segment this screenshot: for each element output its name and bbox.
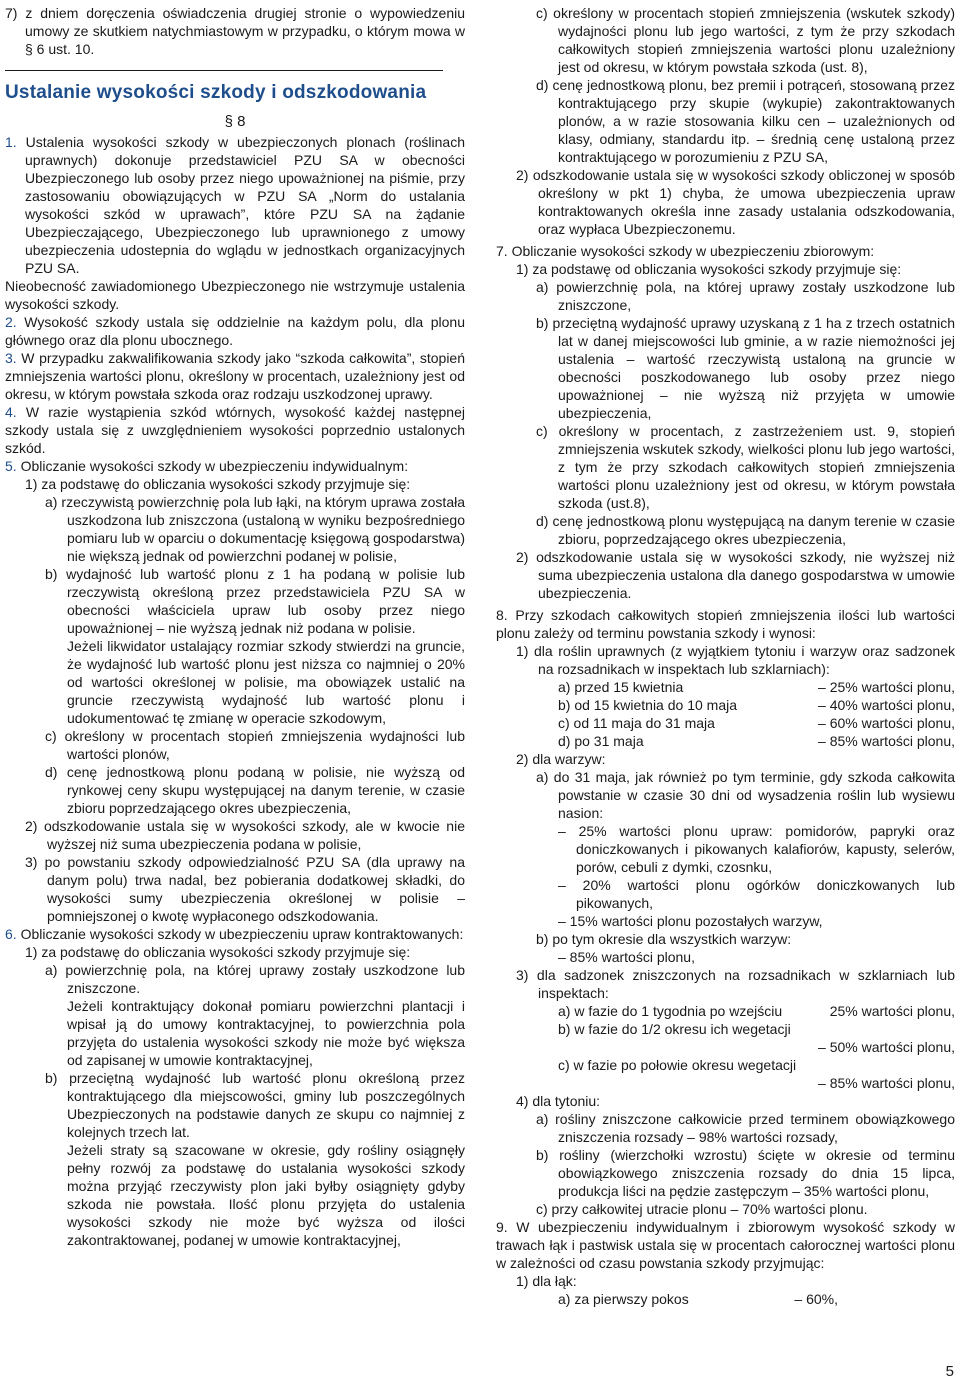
list-item: 1) za podstawę od obliczania wysokości szkody przyjmuje się: (516, 261, 902, 277)
list-item-note: Jeżeli kontraktujący dokonał pomiaru powierzchni plantacji i wpisał ją do umowy kontraktacyjnej, to powierzchnia pola przyjęta do ustalenia wysokości szkody nie może być większa od zapisanej w umowie kontraktacyjnej, (67, 998, 465, 1068)
divider (5, 70, 443, 71)
table-row: b) w fazie do 1/2 okresu ich wegetacji (558, 1021, 791, 1037)
paragraph-1: 1. Ustalenia wysokości szkody w ubezpieczonych plonach (roślinach uprawnych) dokonuje przedstawiciel PZU SA w obecności Ubezpieczonego lub osoby przez niego upoważnionej na piśmie, przy zastosowaniu obowiązujących w PZU SA „Norm do ustalania wysokości szkód w uprawach”, które PZU SA na żądanie Ubezpieczającego, Ubezpieczonego lub uprawnionego z umowy ubezpieczenia udostepnia do wglądu w jednostkach organizacyjnych PZU SA. (5, 134, 465, 276)
list-item-note: Jeżeli straty są szacowane w okresie, gdy rośliny osiągnęły pełny rozwój za podstawę do ustalania wysokości szkody można przyjąć rzeczywisty plon jaki byłby osiągnięty gdyby szkoda nie powstała. Ilość plonu przyjęta do ustalenia wysokości szkody nie może być wyższa od ilości zakontraktowanej, podanej w umowie kontraktacyjnej, (67, 1142, 465, 1248)
paragraph-7: 7. Obliczanie wysokości szkody w ubezpieczeniu zbiorowym: (496, 243, 875, 259)
table-row: d) po 31 maja – 85% wartości plonu, (558, 733, 955, 749)
left-column (5, 4, 465, 1249)
meadow-table (496, 1290, 955, 1308)
list-item: a) do 31 maja, jak również po tym terminie, gdy szkoda całkowita powstanie w czasie 30 dni od wysadzenia roślin lub wysiewu nasion: (536, 769, 955, 821)
paragraph-6: 6. Obliczanie wysokości szkody w ubezpieczeniu upraw kontraktowanych: (5, 926, 464, 942)
table-row: a) przed 15 kwietnia – 25% wartości plonu, (558, 679, 955, 695)
dash-item: – 20% wartości plonu ogórków doniczkowanych lub pikowanych, (558, 877, 955, 911)
list-item: a) rośliny zniszczone całkowicie przed terminem obowiązkowego zniszczenia rozsady – 98% wartości rozsady, (536, 1111, 955, 1145)
list-item: 1) za podstawę do obliczania wysokości szkody przyjmuje się: (25, 476, 411, 492)
list-item: 1) dla roślin uprawnych (z wyjątkiem tytoniu i warzyw oraz sadzonek na rozsadnikach w inspektach lub szklarniach): (516, 643, 955, 677)
list-item: 3) po powstaniu szkody odpowiedzialność PZU SA (dla uprawy na danym polu) trwa nadal, bez pobierania dodatkowej składki, do wysokości sumy ubezpieczenia określonej w polisie – pomniejszonej o kwotę wypłaconego odszkodowania. (25, 854, 465, 924)
seedling-table (496, 1002, 955, 1092)
page-number: 5 (945, 1363, 954, 1380)
list-item: a) powierzchnię pola, na której uprawy zostały uszkodzone lub zniszczone. (45, 962, 465, 996)
table-row: a) za pierwszy pokos – 60%, (558, 1291, 838, 1307)
period-table (496, 678, 955, 750)
list-item: 3) dla sadzonek zniszczonych na rozsadnikach w szklarniach lub inspektach: (516, 967, 955, 1001)
right-column (496, 4, 955, 1308)
list-item: a) rzeczywistą powierzchnię pola lub łąki, na którym uprawa została uszkodzona lub zniszczona (ustaloną w wyniku bezpośredniego pomiaru lub w oparciu o dokumentację księgową gospodarstwa) nie większą jednak od powierzchni podanej w polisie, (45, 494, 465, 564)
paragraph-2: 2. Wysokość szkody ustala się oddzielnie na każdym polu, dla plonu głównego oraz dla plonu ubocznego. (5, 314, 466, 348)
table-row: c) w fazie po połowie okresu wegetacji (558, 1057, 797, 1073)
dash-item: – 85% wartości plonu, (558, 949, 695, 965)
list-item: 2) odszkodowanie ustala się w wysokości szkody, ale w kwocie nie wyższej niż suma ubezpieczenia podana w polisie, (25, 818, 465, 852)
paragraph-3: 3. W przypadku zakwalifikowania szkody jako “szkoda całkowita”, stopień zmniejszenia wartości plonu, określony w procentach, uzależniony jest od okresu, w którym powstała szkoda oraz rodzaju uszkodzonej uprawy. (5, 350, 466, 402)
list-item: a) powierzchnię pola, na której uprawy zostały uszkodzone lub zniszczone, (536, 279, 955, 313)
list-item: c) przy całkowitej utracie plonu – 70% wartości plonu. (536, 1201, 868, 1217)
list-item: d) cenę jednostkową plonu, bez premii i potrąceń, stosowaną przez kontraktującego przy skupie (wykupie) zakontraktowanych plonów, a w razie stosowania kilku cen – uzależnionych od klasy, odmiany, standardu itp. – średnią cenę ustaloną przez kontraktującego w porozumieniu z PZU SA, (536, 77, 955, 165)
table-cell: – 50% wartości plonu, (818, 1039, 955, 1055)
table-row: b) od 15 kwietnia do 10 maja – 40% wartości plonu, (558, 697, 955, 713)
list-item: c) określony w procentach stopień zmniejszenia (wskutek szkody) wydajności plonu lub jego wartości, z tym że przy szkodach całkowitych stopień zmniejszenia wartości plonu uzależniony jest od okresu, w którym powstała szkoda (ust. 8), (536, 5, 955, 75)
list-item: 1) za podstawę do obliczania wysokości szkody przyjmuje się: (25, 944, 411, 960)
list-item: c) określony w procentach stopień zmniejszenia wydajności lub wartości plonów, (45, 728, 465, 762)
paragraph-1b: Nieobecność zawiadomionego Ubezpieczonego nie wstrzymuje ustalenia wysokości szkody. (5, 278, 465, 312)
dash-item: – 15% wartości plonu pozostałych warzyw, (558, 913, 823, 929)
list-item: b) przeciętną wydajność uprawy uzyskaną z 1 ha z trzech ostatnich lat w danej miejscowości lub gminie, a w razie niemożności jej ustalenia – wartość rzeczywistą ustaloną na gruncie w obecności poszkodowanego lub osoby przez niego upoważnionej – nie wyższą niż przyjęta w umowie ubezpieczenia, (536, 315, 955, 421)
table-row: c) od 11 maja do 31 maja – 60% wartości plonu, (558, 715, 955, 731)
list-item: 2) dla warzyw: (516, 751, 606, 767)
list-item: b) rośliny (wierzchołki wzrostu) ścięte w okresie od terminu obowiązkowego zniszczenia rozsady do dnia 15 lipca, produkcja liści na pędzie zastępczym – 35% wartości plonu, (536, 1147, 955, 1199)
list-item: c) określony w procentach, z zastrzeżeniem ust. 9, stopień zmniejszenia wskutek szkody, wielkości plonu lub jego wartości, z tym że przy szkodach całkowitych stopień zmniejszenia wartości plonu uzależniony jest od okresu, w którym powstała szkoda (ust.8), (536, 423, 955, 511)
list-item: d) cenę jednostkową plonu podaną w polisie, nie wyższą od rynkowej ceny skupu występującej na danym terenie, w czasie zbioru poprzedzającego okres ubezpieczenia, (45, 764, 465, 816)
section-heading: Ustalanie wysokości szkody i odszkodowania (5, 82, 427, 103)
list-item: b) wydajność lub wartość plonu z 1 ha podaną w polisie lub rzeczywistą określoną przez przedstawiciela PZU SA w obecności właściciela upraw lub osoby przez niego upoważnionej – nie wyższą jednak niż podana w polisie. (45, 566, 465, 636)
list-item: d) cenę jednostkową plonu występującą na danym terenie w czasie zbioru, poprzedzającego okres ubezpieczenia, (536, 513, 955, 547)
table-cell: – 85% wartości plonu, (818, 1075, 955, 1091)
list-item: 4) dla tytoniu: (516, 1093, 601, 1109)
list-item-note: Jeżeli likwidator ustalający rozmiar szkody stwierdzi na gruncie, że wydajność lub wartość plonu jest niższa co najmniej o 20% od wartości określonej w polisie, ma obowiązek ustalić na gruncie rzeczywistą wydajność lub wartość plonu i udokumentować tę zmianę w operacie szkodowym, (67, 638, 465, 726)
list-item: b) przeciętną wydajność lub wartość plonu określoną przez kontraktującego dla miejscowości, gminy lub poszczególnych Ubezpieczonych na podstawie danych ze skupu co najmniej z kolejnych trzech lat. (45, 1070, 465, 1140)
section-number: § 8 (224, 113, 246, 130)
list-item: 2) odszkodowanie ustala się w wysokości szkody obliczonej w sposób określony w pkt 1) chyba, że umowa ubezpieczenia upraw kontraktowanych określa inne zasady ustalania odszkodowania, oraz wypłaca Ubezpieczonemu. (516, 167, 955, 237)
paragraph-4: 4. W razie wystąpienia szkód wtórnych, wysokość każdej następnej szkody ustala się z uwzględnieniem wysokości poprzednio ustalonych szkód. (5, 404, 465, 456)
paragraph-5: 5. Obliczanie wysokości szkody w ubezpieczeniu indywidualnym: (5, 458, 409, 474)
number-1: 1. (5, 134, 17, 150)
list-item: b) po tym okresie dla wszystkich warzyw: (536, 931, 792, 947)
paragraph-7: 7) z dniem doręczenia oświadczenia drugiej stronie o wypowiedzeniu umowy ze skutkiem natychmiastowym w przypadku, o którym mowa w § 6 ust. 10. (5, 5, 465, 57)
table-row: a) w fazie do 1 tygodnia po wzejściu 25% wartości plonu, (558, 1003, 955, 1019)
list-item: 2) odszkodowanie ustala się w wysokości szkody, nie wyższej niż suma ubezpieczenia ustalona dla danego gospodarstwa w umowie ubezpieczenia. (516, 549, 955, 601)
paragraph-8: 8. Przy szkodach całkowitych stopień zmniejszenia ilości lub wartości plonu zależy od terminu powstania szkody i wynosi: (496, 607, 955, 641)
dash-item: – 25% wartości plonu upraw: pomidorów, papryki oraz doniczkowanych i pikowanych kalafiorów, kapusty, selerów, porów, cebuli z dymki, czosnku, (558, 823, 955, 875)
list-item: 1) dla łąk: (516, 1273, 577, 1289)
paragraph-9: 9. W ubezpieczeniu indywidualnym i zbiorowym wysokość szkody w trawach łąk i pastwisk ustala się w procentach całorocznej wartości plonu w zależności od czasu powstania szkody przyjmując: (496, 1219, 956, 1271)
